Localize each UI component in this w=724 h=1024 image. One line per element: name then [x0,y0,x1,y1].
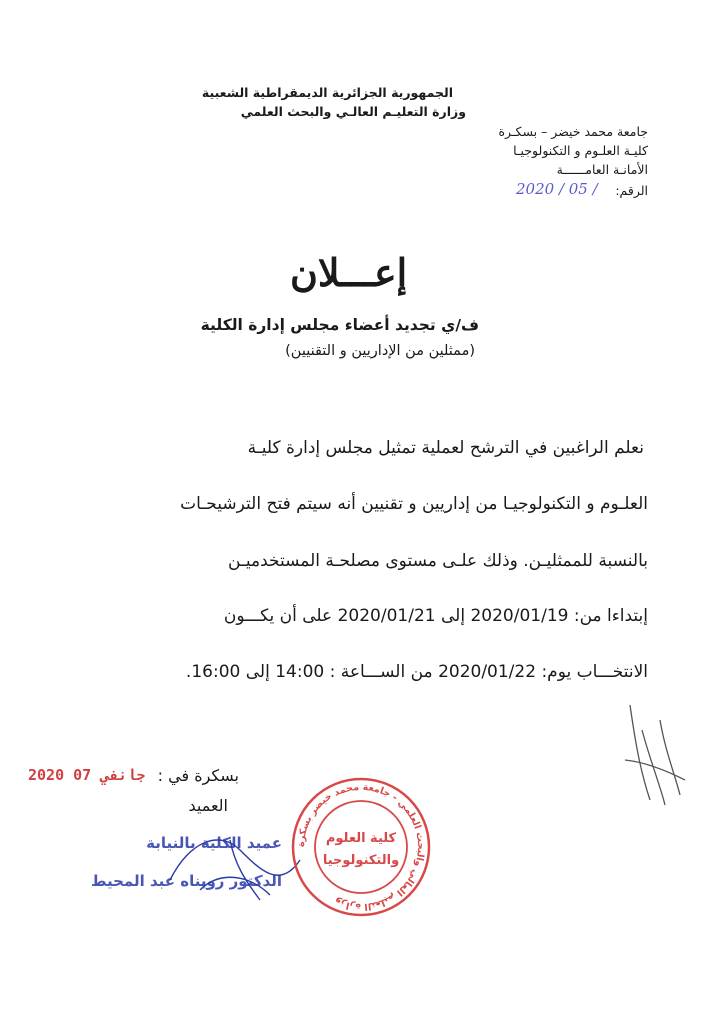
round-stamp-outer-text: وزارة التعليم العالي والبحث العلمي - جامعة محمد خيضر بسكرة [295,781,427,913]
body-line-4: إبتداءا من: 2020/01/19 إلى 2020/01/21 على أن يكـــون [223,606,648,626]
body-line-3: بالنسبة للممثليـن. وذلك علـى مستوى مصلحـة المستخدميـن [227,551,648,571]
date-stamp: 2020 جانفي 07 [28,766,146,784]
place-date-label: بسكرة في : [157,766,239,785]
blue-stamp-line-1: عميد الكلية بالنيابة [146,834,282,852]
announcement-subtitle: ف/ي تجديد أعضاء مجلس إدارة الكلية [200,316,479,334]
header-university: جامعة محمد خيضر – بسكـرة [498,124,648,139]
blue-stamp-line-2: الدكتور رويناه عبد المحيط [90,872,282,890]
body-line-1: نعلم الراغبين في الترشح لعملية تمثيل مجلس إدارة كليـة [247,438,644,458]
announcement-subtitle-2: (ممثلين من الإداريين و التقنيين) [285,343,475,359]
reference-number: 2020 / 05 / [516,180,598,198]
round-stamp-inner-line-2: والتكنولوجيا [322,853,400,868]
body-line-5: الانتخـــاب يوم: 2020/01/22 من الســـاعة : 14:00 إلى 16:00. [185,662,648,682]
handwritten-mark [620,700,690,810]
header-ministry: وزارة التعليـم العالـي والبحث العلمي [240,104,466,119]
announcement-title: إعـــلان [290,250,408,295]
header-secretariat: الأمانـة العامــــــة [556,162,648,177]
round-stamp-inner-line-1: كلية العلوم [325,831,397,846]
reference-label: الرقم: [615,183,648,198]
body-line-2: العلـوم و التكنولوجيـا من إداريين و تقنيين أنه سيتم فتح الترشيحـات [180,494,648,514]
round-stamp [286,772,436,922]
dean-title: العميد [188,796,228,815]
header-faculty: كليـة العلـوم و التكنولوجيـا [513,143,648,158]
header-republic: الجمهورية الجزائرية الديمقراطية الشعبية [201,85,453,100]
